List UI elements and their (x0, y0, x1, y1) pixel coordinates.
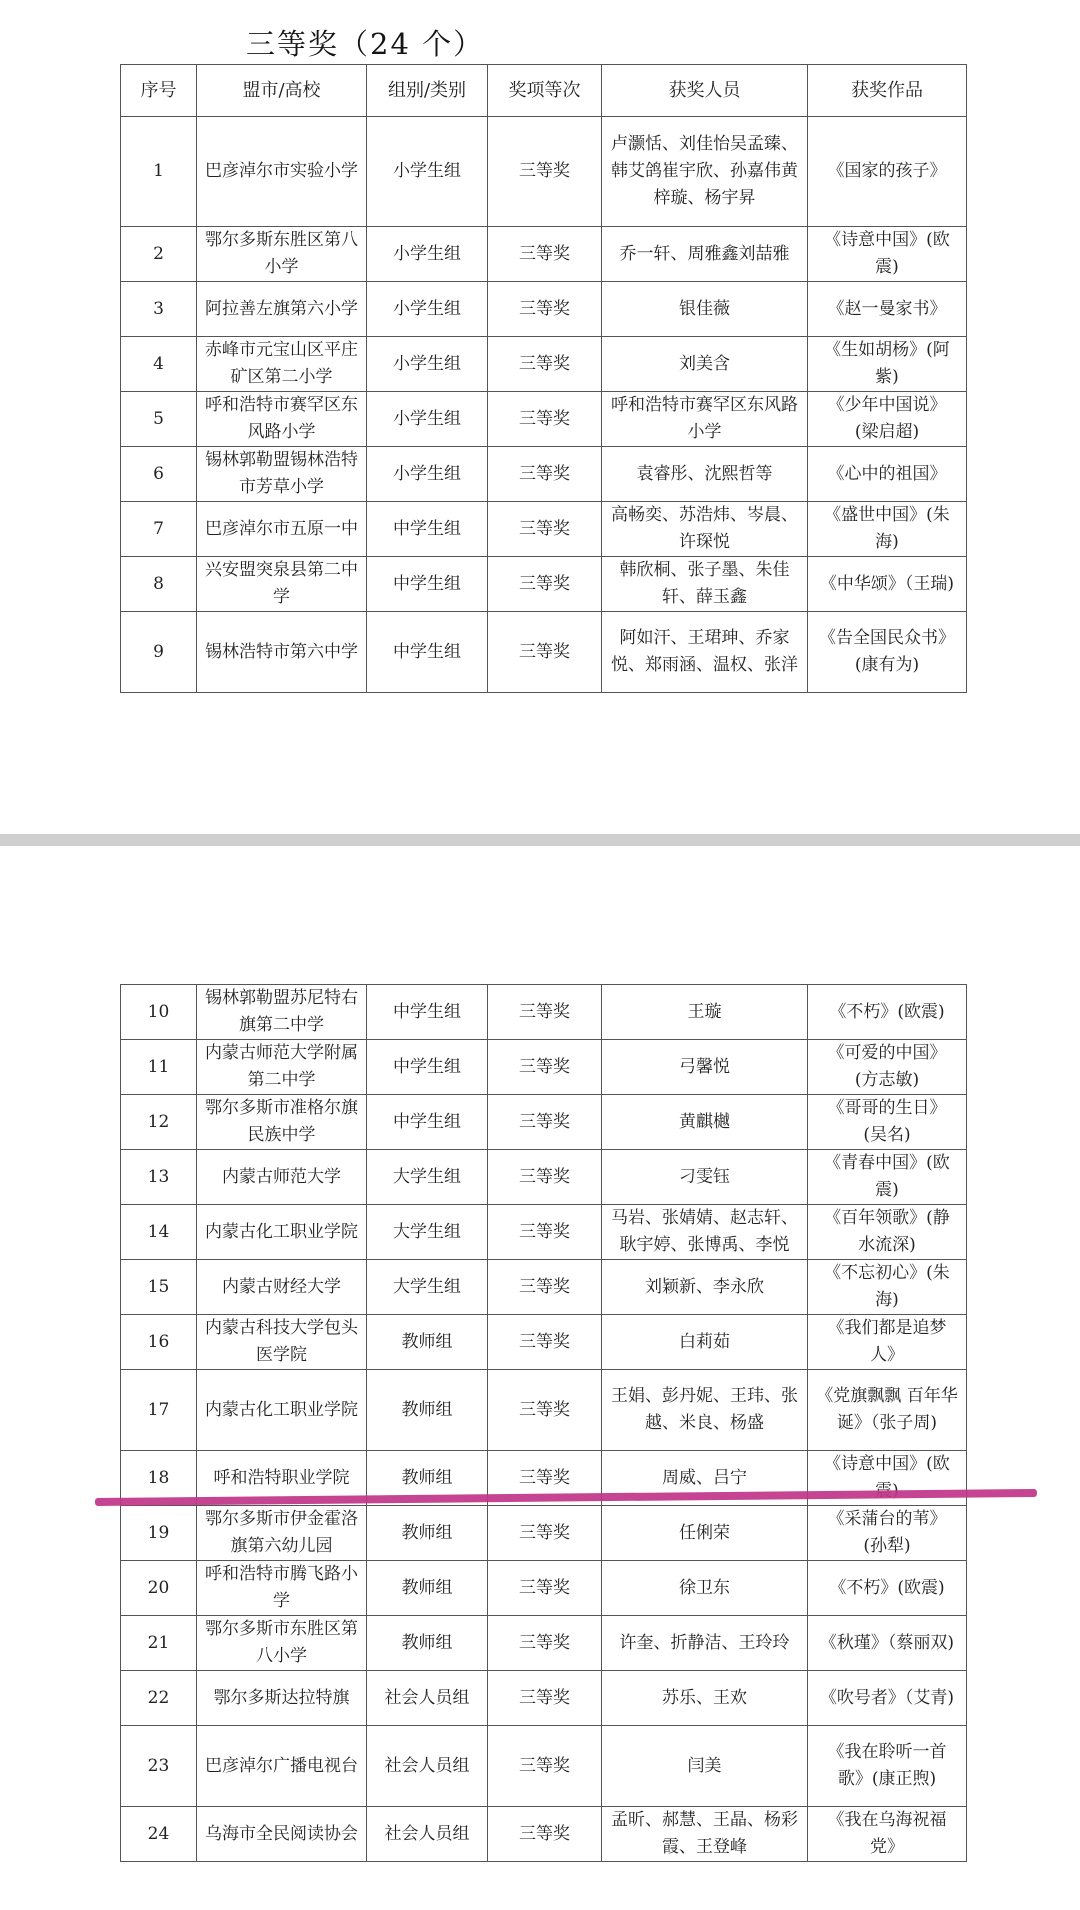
cell-level: 三等奖 (488, 227, 602, 282)
cell-work: 《党旗飘飘 百年华诞》（张子周) (808, 1370, 967, 1451)
cell-group: 教师组 (367, 1506, 488, 1561)
cell-school: 鄂尔多斯市东胜区第八小学 (197, 1616, 367, 1671)
cell-level: 三等奖 (488, 1671, 602, 1726)
table-row (121, 337, 967, 392)
cell-no: 12 (121, 1095, 197, 1150)
cell-level: 三等奖 (488, 392, 602, 447)
cell-school: 内蒙古化工职业学院 (197, 1370, 367, 1451)
cell-group: 教师组 (367, 1370, 488, 1451)
cell-people: 任俐荣 (602, 1506, 808, 1561)
table-row (121, 1506, 967, 1561)
cell-no: 3 (121, 282, 197, 337)
cell-level: 三等奖 (488, 282, 602, 337)
cell-no: 1 (121, 117, 197, 227)
cell-school: 赤峰市元宝山区平庄矿区第二小学 (197, 337, 367, 392)
header-school: 盟市/高校 (197, 65, 367, 117)
cell-level: 三等奖 (488, 1506, 602, 1561)
table-row (121, 117, 967, 227)
cell-level: 三等奖 (488, 1150, 602, 1205)
cell-no: 11 (121, 1040, 197, 1095)
cell-school: 巴彦淖尔广播电视台 (197, 1726, 367, 1807)
header-no: 序号 (121, 65, 197, 117)
cell-no: 15 (121, 1260, 197, 1315)
cell-level: 三等奖 (488, 557, 602, 612)
cell-work: 《不朽》(欧震) (808, 1561, 967, 1616)
cell-group: 教师组 (367, 1451, 488, 1506)
table-row (121, 1807, 967, 1862)
cell-people: 刘颖新、李永欣 (602, 1260, 808, 1315)
cell-group: 中学生组 (367, 612, 488, 693)
cell-no: 9 (121, 612, 197, 693)
cell-work: 《中华颂》（王瑞) (808, 557, 967, 612)
cell-people: 刁雯钰 (602, 1150, 808, 1205)
cell-no: 21 (121, 1616, 197, 1671)
cell-work: 《百年领歌》(静水流深) (808, 1205, 967, 1260)
cell-school: 呼和浩特职业学院 (197, 1451, 367, 1506)
cell-no: 24 (121, 1807, 197, 1862)
cell-no: 17 (121, 1370, 197, 1451)
table-row (121, 1671, 967, 1726)
cell-no: 23 (121, 1726, 197, 1807)
table-row (121, 1726, 967, 1807)
table-row (121, 1040, 967, 1095)
cell-school: 阿拉善左旗第六小学 (197, 282, 367, 337)
cell-school: 鄂尔多斯东胜区第八小学 (197, 227, 367, 282)
cell-school: 内蒙古师范大学 (197, 1150, 367, 1205)
cell-school: 锡林浩特市第六中学 (197, 612, 367, 693)
cell-level: 三等奖 (488, 502, 602, 557)
cell-people: 呼和浩特市赛罕区东风路小学 (602, 392, 808, 447)
cell-no: 13 (121, 1150, 197, 1205)
table-row (121, 1205, 967, 1260)
cell-work: 《我在聆听一首歌》(康正煦) (808, 1726, 967, 1807)
cell-people: 阿如汗、王珺珅、乔家悦、郑雨涵、温权、张洋 (602, 612, 808, 693)
cell-group: 中学生组 (367, 1040, 488, 1095)
cell-people: 银佳薇 (602, 282, 808, 337)
cell-group: 小学生组 (367, 392, 488, 447)
cell-group: 中学生组 (367, 557, 488, 612)
cell-people: 弓馨悦 (602, 1040, 808, 1095)
cell-level: 三等奖 (488, 117, 602, 227)
cell-work: 《不朽》(欧震) (808, 985, 967, 1040)
cell-school: 鄂尔多斯市伊金霍洛旗第六幼儿园 (197, 1506, 367, 1561)
cell-people: 苏乐、王欢 (602, 1671, 808, 1726)
cell-work: 《哥哥的生日》(吴名) (808, 1095, 967, 1150)
table-row (121, 447, 967, 502)
cell-people: 周威、吕宁 (602, 1451, 808, 1506)
cell-no: 8 (121, 557, 197, 612)
cell-people: 白莉茹 (602, 1315, 808, 1370)
cell-group: 社会人员组 (367, 1726, 488, 1807)
cell-people: 高畅奕、苏浩炜、岑晨、许琛悦 (602, 502, 808, 557)
cell-level: 三等奖 (488, 1616, 602, 1671)
cell-group: 大学生组 (367, 1150, 488, 1205)
header-people: 获奖人员 (602, 65, 808, 117)
cell-level: 三等奖 (488, 1040, 602, 1095)
cell-level: 三等奖 (488, 1451, 602, 1506)
cell-school: 巴彦淖尔市五原一中 (197, 502, 367, 557)
table-row (121, 1315, 967, 1370)
cell-no: 20 (121, 1561, 197, 1616)
cell-no: 14 (121, 1205, 197, 1260)
cell-group: 教师组 (367, 1561, 488, 1616)
cell-group: 小学生组 (367, 447, 488, 502)
cell-school: 锡林郭勒盟苏尼特右旗第二中学 (197, 985, 367, 1040)
cell-work: 《盛世中国》(朱海) (808, 502, 967, 557)
cell-level: 三等奖 (488, 985, 602, 1040)
cell-school: 呼和浩特市赛罕区东风路小学 (197, 392, 367, 447)
table-row (121, 1150, 967, 1205)
table-row (121, 1095, 967, 1150)
cell-people: 王娟、彭丹妮、王玮、张越、米良、杨盛 (602, 1370, 808, 1451)
table-row (121, 985, 967, 1040)
cell-work: 《诗意中国》(欧震) (808, 227, 967, 282)
cell-level: 三等奖 (488, 1726, 602, 1807)
table-row (121, 392, 967, 447)
cell-level: 三等奖 (488, 1561, 602, 1616)
header-group: 组别/类别 (367, 65, 488, 117)
cell-level: 三等奖 (488, 1807, 602, 1862)
cell-group: 中学生组 (367, 1095, 488, 1150)
award-table-page-1 (120, 64, 967, 693)
cell-group: 中学生组 (367, 502, 488, 557)
cell-work: 《不忘初心》(朱海) (808, 1260, 967, 1315)
header-level: 奖项等次 (488, 65, 602, 117)
cell-group: 小学生组 (367, 227, 488, 282)
cell-work: 《青春中国》(欧震) (808, 1150, 967, 1205)
cell-work: 《我们都是追梦人》 (808, 1315, 967, 1370)
page-divider (0, 834, 1080, 846)
cell-people: 王璇 (602, 985, 808, 1040)
table-row (121, 1561, 967, 1616)
cell-no: 18 (121, 1451, 197, 1506)
cell-people: 卢灏恬、刘佳怡吴孟臻、韩艾鸽崔宇欣、孙嘉伟黄梓璇、杨宇昇 (602, 117, 808, 227)
cell-group: 社会人员组 (367, 1671, 488, 1726)
cell-school: 鄂尔多斯达拉特旗 (197, 1671, 367, 1726)
cell-group: 小学生组 (367, 117, 488, 227)
table-row (121, 282, 967, 337)
table-header-row (121, 65, 967, 117)
award-table-page-2 (120, 984, 967, 1862)
cell-people: 马岩、张婧婧、赵志轩、耿宇婷、张博禹、李悦 (602, 1205, 808, 1260)
cell-no: 5 (121, 392, 197, 447)
cell-no: 22 (121, 1671, 197, 1726)
cell-no: 7 (121, 502, 197, 557)
cell-work: 《可爱的中国》(方志敏) (808, 1040, 967, 1095)
cell-people: 乔一轩、周雅鑫刘喆雅 (602, 227, 808, 282)
cell-school: 内蒙古科技大学包头医学院 (197, 1315, 367, 1370)
cell-level: 三等奖 (488, 1260, 602, 1315)
cell-work: 《采蒲台的苇》(孙犁) (808, 1506, 967, 1561)
table-row (121, 1616, 967, 1671)
cell-no: 2 (121, 227, 197, 282)
table-row (121, 227, 967, 282)
cell-school: 内蒙古师范大学附属第二中学 (197, 1040, 367, 1095)
cell-people: 徐卫东 (602, 1561, 808, 1616)
cell-group: 大学生组 (367, 1260, 488, 1315)
cell-people: 韩欣桐、张子墨、朱佳轩、薛玉鑫 (602, 557, 808, 612)
cell-people: 闫美 (602, 1726, 808, 1807)
cell-school: 鄂尔多斯市准格尔旗民族中学 (197, 1095, 367, 1150)
cell-group: 教师组 (367, 1616, 488, 1671)
cell-work: 《我在乌海祝福党》 (808, 1807, 967, 1862)
table-row (121, 612, 967, 693)
cell-work: 《心中的祖国》 (808, 447, 967, 502)
cell-group: 教师组 (367, 1315, 488, 1370)
page-title: 三等奖（24 个） (246, 27, 485, 61)
cell-school: 内蒙古财经大学 (197, 1260, 367, 1315)
table-row (121, 557, 967, 612)
cell-level: 三等奖 (488, 1095, 602, 1150)
cell-level: 三等奖 (488, 447, 602, 502)
cell-no: 6 (121, 447, 197, 502)
cell-work: 《生如胡杨》(阿紫) (808, 337, 967, 392)
cell-no: 4 (121, 337, 197, 392)
cell-school: 锡林郭勒盟锡林浩特市芳草小学 (197, 447, 367, 502)
cell-no: 19 (121, 1506, 197, 1561)
cell-people: 黄麒樾 (602, 1095, 808, 1150)
cell-level: 三等奖 (488, 612, 602, 693)
header-work: 获奖作品 (808, 65, 967, 117)
cell-work: 《告全国民众书》(康有为) (808, 612, 967, 693)
cell-no: 16 (121, 1315, 197, 1370)
cell-group: 中学生组 (367, 985, 488, 1040)
cell-school: 巴彦淖尔市实验小学 (197, 117, 367, 227)
cell-people: 刘美含 (602, 337, 808, 392)
cell-school: 呼和浩特市腾飞路小学 (197, 1561, 367, 1616)
cell-work: 《少年中国说》(梁启超) (808, 392, 967, 447)
cell-school: 乌海市全民阅读协会 (197, 1807, 367, 1862)
cell-people: 许奎、折静洁、王玲玲 (602, 1616, 808, 1671)
table-row (121, 502, 967, 557)
cell-group: 小学生组 (367, 337, 488, 392)
cell-level: 三等奖 (488, 337, 602, 392)
cell-work: 《诗意中国》(欧 (808, 1451, 967, 1506)
table-row (121, 1370, 967, 1451)
cell-group: 大学生组 (367, 1205, 488, 1260)
cell-group: 小学生组 (367, 282, 488, 337)
cell-no: 10 (121, 985, 197, 1040)
cell-work: 《赵一曼家书》 (808, 282, 967, 337)
cell-level: 三等奖 (488, 1205, 602, 1260)
cell-group: 社会人员组 (367, 1807, 488, 1862)
cell-people: 袁睿彤、沈熙哲等 (602, 447, 808, 502)
cell-people: 孟昕、郝慧、王晶、杨彩霞、王登峰 (602, 1807, 808, 1862)
cell-work: 《吹号者》（艾青) (808, 1671, 967, 1726)
cell-school: 兴安盟突泉县第二中学 (197, 557, 367, 612)
cell-work: 《国家的孩子》 (808, 117, 967, 227)
table-row (121, 1260, 967, 1315)
cell-level: 三等奖 (488, 1370, 602, 1451)
cell-school: 内蒙古化工职业学院 (197, 1205, 367, 1260)
cell-level: 三等奖 (488, 1315, 602, 1370)
cell-work: 《秋瑾》（蔡丽双) (808, 1616, 967, 1671)
